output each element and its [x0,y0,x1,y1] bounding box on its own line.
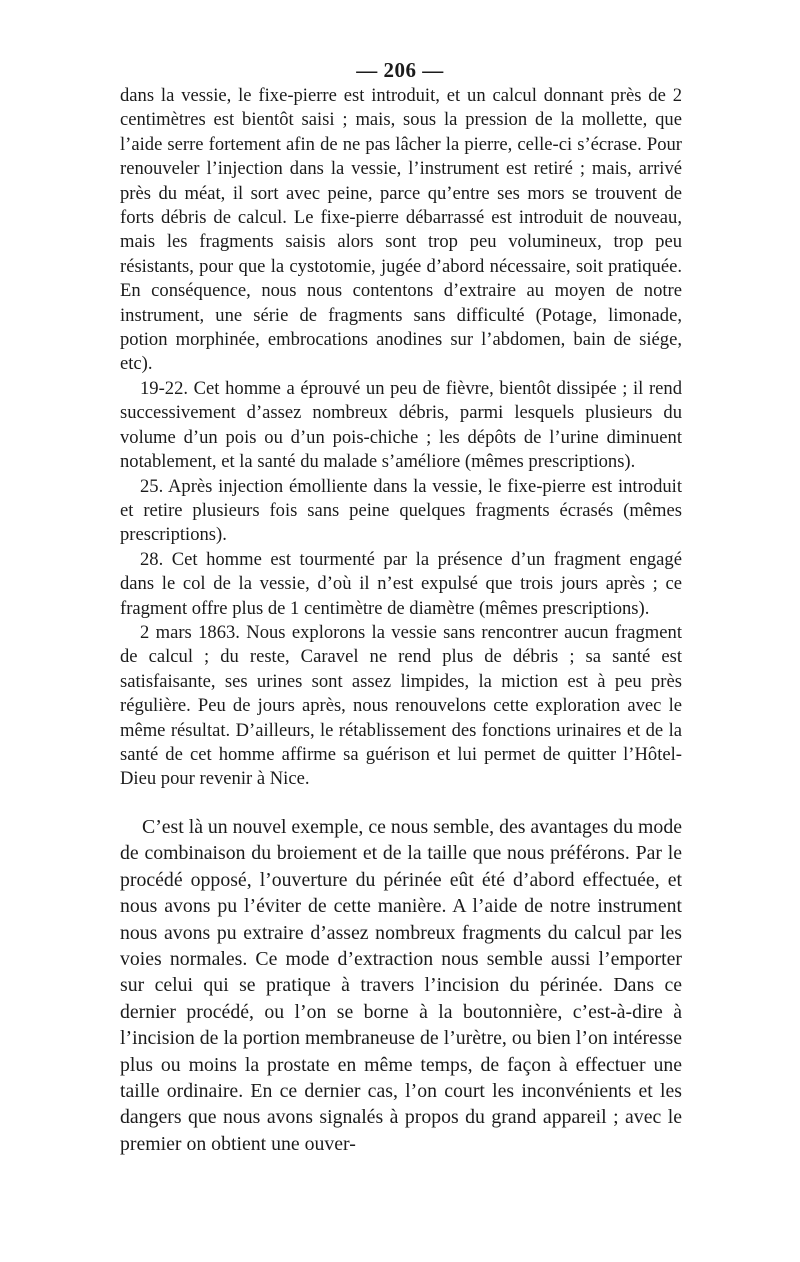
case-entry-28: 28. Cet homme est tourmenté par la présence d’un fragment engagé dans le col de la vessie, d’où il n’est expulsé que trois jours après ; ce fragment offre plus de 1 centimètre de diamètre (mêmes prescriptions). [120,548,682,619]
case-entry-25: 25. Après injection émolliente dans la vessie, le fixe-pierre est introduit et retire plusieurs fois sans peine quelques fragments écrasés (mêmes prescriptions). [120,475,682,546]
case-notes [120,84,682,792]
case-paragraph-continuation: dans la vessie, le fixe-pierre est introduit, et un calcul donnant près de 2 centimètres est bientôt saisi ; mais, sous la pression de la mollette, que l’aide serre fortement afin de ne pas lâcher la pierre, celle-ci s’écrase. Pour renouveler l’injection dans la vessie, l’instrument est retiré ; mais, arrivé près du méat, il sort avec peine, parce qu’entre ses mors se trouvent de forts débris de calcul. Le fixe-pierre débarrassé est introduit de nouveau, mais les fragments saisis alors sont trop peu volumineux, trop peu résistants, pour que la cystotomie, jugée d’abord nécessaire, soit pratiquée. En conséquence, nous nous contentons d’extraire au moyen de notre instrument, une série de fragments sans difficulté (Potage, limonade, potion morphinée, embrocations anodines sur l’abdomen, bain de siége, etc). [120,85,682,375]
case-entry-2-mars: 2 mars 1863. Nous explorons la vessie sans rencontrer aucun fragment de calcul ; du reste, Caravel ne rend plus de débris ; sa santé est satisfaisante, ses urines sont assez limpides, la miction est à peu près régulière. Peu de jours après, nous renouvelons cette exploration avec le même résultat. D’ailleurs, le rétablissement des fonctions urinaires et de la santé de cet homme affirme sa guérison et lui permet de quitter l’Hôtel-Dieu pour revenir à Nice. [120,621,682,790]
commentary-paragraph: C’est là un nouvel exemple, ce nous semble, des avantages du mode de combinaison du broiement et de la taille que nous préférons. Par le procédé opposé, l’ouverture du périnée eût été d’abord effectuée, et nous avons pu l’éviter de cette manière. A l’aide de notre instrument nous avons pu extraire d’assez nombreux fragments du calcul par les voies normales. Ce mode d’extraction nous semble aussi l’emporter sur celui qui se pratique à travers l’incision du périnée. Dans ce dernier procédé, ou l’on se borne à la boutonnière, c’est-à-dire à l’incision de la portion membraneuse de l’urètre, ou bien l’on intéresse plus ou moins la prostate en même temps, de façon à effectuer une taille ordinaire. En ce dernier cas, l’on court les inconvénients et les dangers que nous avons signalés à propos du grand appareil ; avec le premier on obtient une ouver- [120,816,682,1155]
case-entry-19-22: 19-22. Cet homme a éprouvé un peu de fièvre, bientôt dissipée ; il rend successivement d’assez nombreux débris, parmi lesquels plusieurs du volume d’un pois ou d’un pois-chiche ; les dépôts de l’urine diminuent notablement, et la santé du malade s’améliore (mêmes prescriptions). [120,377,682,473]
page-number: — 206 — [356,58,444,82]
commentary [120,814,682,1157]
